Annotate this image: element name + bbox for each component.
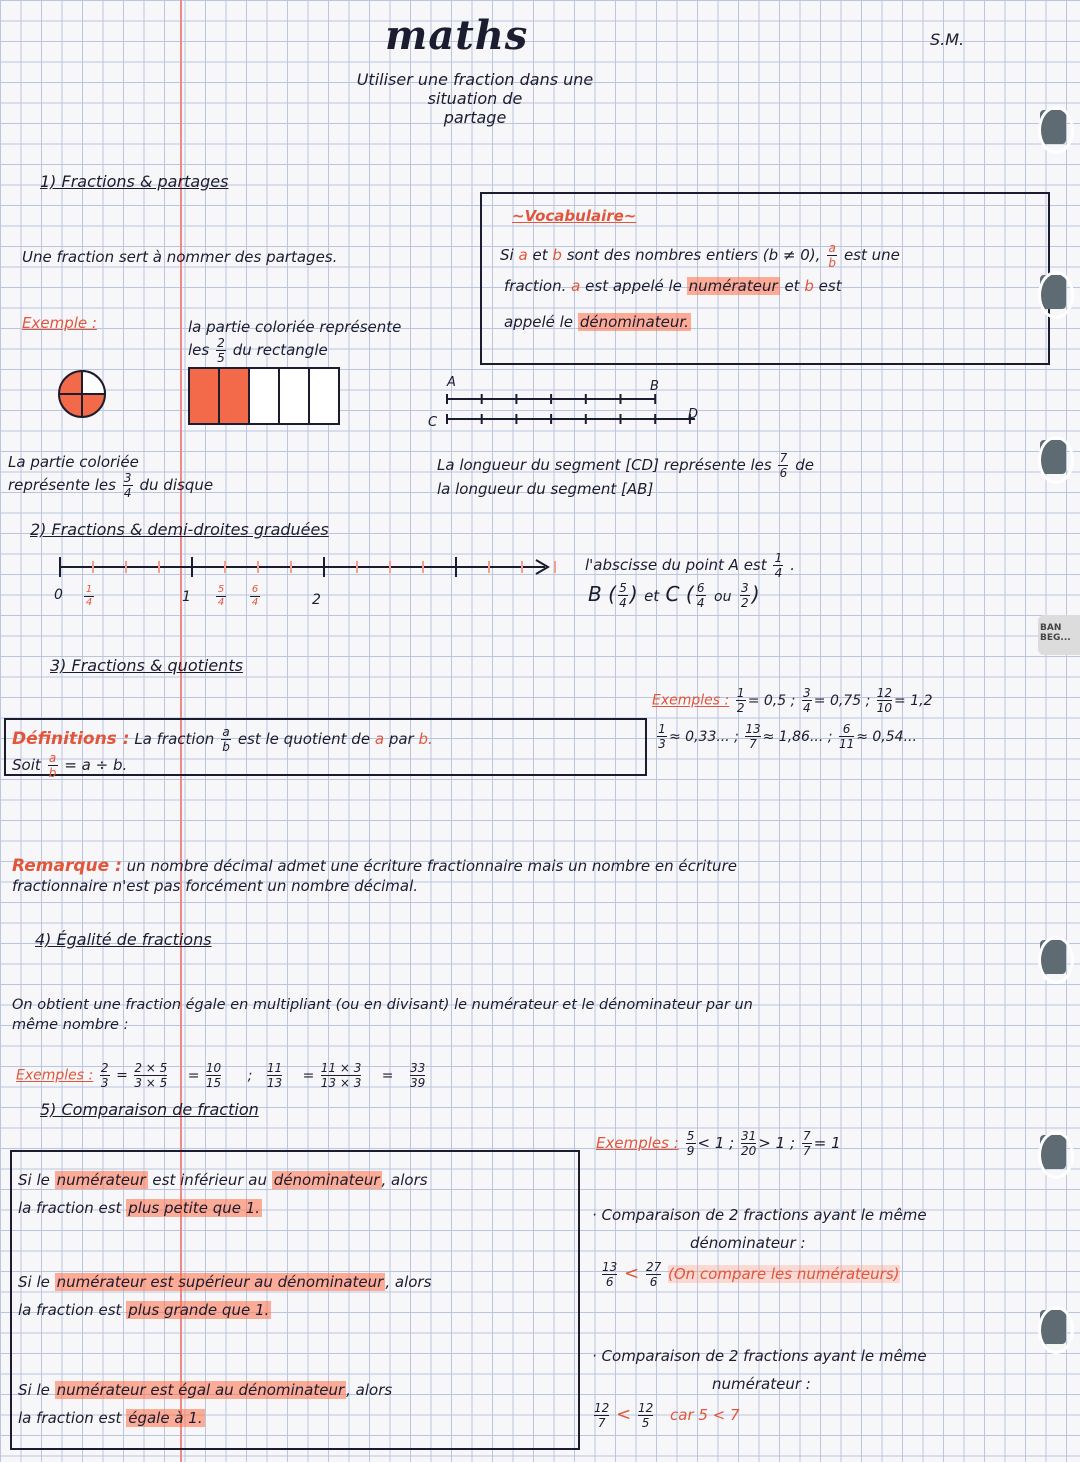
vocabulaire-line xyxy=(504,276,842,296)
definition-text: par xyxy=(388,730,414,748)
equality-examples xyxy=(16,1062,427,1089)
ring-outline xyxy=(1038,106,1074,154)
tick-frac xyxy=(250,585,260,608)
vocabulaire-line xyxy=(504,312,691,332)
sd-lt: < xyxy=(624,1263,640,1284)
voc-text: est une xyxy=(843,246,900,264)
rule-1 xyxy=(18,1170,428,1218)
rect-part xyxy=(189,368,219,424)
equality-rule-line: même nombre : xyxy=(12,1017,129,1033)
frac-den: 7 xyxy=(749,737,757,751)
frac-den: b xyxy=(222,740,230,754)
definition-b: b. xyxy=(418,730,433,748)
vocabulaire-line xyxy=(500,242,900,269)
ex-val: = 0,5 ; xyxy=(747,692,796,709)
frac-num: 6 xyxy=(696,581,705,595)
rule-hl: numérateur est égal au dénominateur xyxy=(56,1381,345,1399)
frac-den: 7 xyxy=(597,1416,606,1430)
frac-den: 6 xyxy=(779,466,788,480)
ring-outline xyxy=(1038,271,1074,319)
cmp-frac xyxy=(686,1130,696,1157)
voc-text: Si xyxy=(500,246,514,264)
cmp-frac xyxy=(802,1130,812,1157)
frac-den: 13 × 3 xyxy=(320,1076,362,1090)
coord-et: et xyxy=(644,587,660,605)
sn-frac xyxy=(638,1402,653,1429)
disk-caption xyxy=(8,452,213,499)
coordinates-line xyxy=(588,582,760,609)
voc-text: est appelé le xyxy=(585,277,682,295)
vocabulaire-box xyxy=(480,192,1050,365)
section-4-heading: 4) Égalité de fractions xyxy=(35,930,212,949)
rect-part xyxy=(219,368,249,424)
frac-den: 2 xyxy=(736,701,745,715)
sd-frac xyxy=(602,1261,617,1288)
frac-den: 6 xyxy=(649,1275,658,1289)
rect-caption-line xyxy=(188,337,401,364)
frac-num: 7 xyxy=(779,451,788,465)
rect-part xyxy=(309,368,339,424)
abscisse-text: l'abscisse du point A est xyxy=(585,556,767,574)
quotient-examples-line2 xyxy=(655,723,917,750)
eq-frac xyxy=(206,1062,221,1089)
segment-caption-line xyxy=(437,452,814,479)
equality-rule xyxy=(12,995,753,1035)
coord-close: ) xyxy=(629,582,638,606)
frac-num: 2 × 5 xyxy=(134,1061,168,1075)
frac-num: 3 xyxy=(123,471,132,485)
tick-label-2: 2 xyxy=(312,592,321,608)
frac-den: 20 xyxy=(741,1144,757,1158)
same-den-text: Comparaison de 2 fractions ayant le même xyxy=(601,1206,927,1224)
same-numerator-block xyxy=(592,1346,927,1429)
cmp-rel: < 1 ; xyxy=(697,1134,735,1152)
coord-ou: ou xyxy=(714,589,732,605)
section-1-heading: 1) Fractions & partages xyxy=(40,172,229,191)
rule-text: la fraction est xyxy=(18,1409,122,1427)
rule-text: est inférieur au xyxy=(152,1171,268,1189)
segment-caption-line: la longueur du segment [AB] xyxy=(437,480,654,498)
frac-num: a xyxy=(222,725,230,739)
quotient-example xyxy=(743,722,833,751)
same-den-line: dénominateur : xyxy=(690,1234,806,1252)
segment-caption-de: de xyxy=(795,456,814,474)
frac-num: 31 xyxy=(741,1129,757,1143)
definition-frac xyxy=(221,726,231,753)
sticker-label: BAN BEG... xyxy=(1038,615,1080,655)
point-a-label: A xyxy=(447,375,456,390)
frac-num: 2 xyxy=(217,336,225,350)
point-c-label: C xyxy=(428,415,438,430)
tick-label-five-quarters xyxy=(214,585,228,608)
frac-den: 39 xyxy=(409,1076,426,1090)
rule-text: , alors xyxy=(385,1273,432,1291)
rule-hl: plus petite que 1. xyxy=(128,1199,261,1217)
cmp-rel: > 1 ; xyxy=(758,1134,795,1152)
sn-frac xyxy=(594,1402,609,1429)
coord-close: ) xyxy=(751,582,760,606)
disk-caption-text: représente les xyxy=(8,476,116,494)
frac-num: 6 xyxy=(842,722,851,736)
eq-semicolon: ; xyxy=(247,1067,253,1084)
voc-text: est xyxy=(818,277,842,295)
ring-outline xyxy=(1038,1131,1074,1179)
frac-den: 2 xyxy=(741,596,749,610)
voc-numerateur: numérateur xyxy=(688,277,778,295)
soit-text: Soit xyxy=(12,756,41,774)
abscisse-line: l'abscisse du point A est $\frac{1}{4}$ . xyxy=(585,551,795,580)
cmp-rel: = 1 xyxy=(813,1134,841,1152)
rule-text: , alors xyxy=(346,1381,393,1399)
rule-3 xyxy=(18,1380,392,1428)
binder-ring xyxy=(1040,440,1066,474)
definition-box xyxy=(4,718,647,780)
page-title: maths xyxy=(385,12,529,59)
frac-den: 7 xyxy=(802,1144,811,1158)
rect-caption-les: les xyxy=(188,341,210,359)
section-5-heading: 5) Comparaison de fraction xyxy=(40,1100,259,1119)
quotient-example xyxy=(875,686,933,715)
quotient-example xyxy=(655,722,739,751)
frac-den: 4 xyxy=(251,597,259,608)
ex-frac xyxy=(877,687,892,714)
frac-num: 1 xyxy=(736,686,745,700)
definition-text: est le quotient de xyxy=(237,730,371,748)
disk-caption-end: du disque xyxy=(139,476,214,494)
remarque-label: Remarque : xyxy=(12,856,122,876)
ring-outline xyxy=(1038,436,1074,484)
same-num-example xyxy=(592,1402,927,1429)
coord-frac xyxy=(740,582,750,609)
tick-label-six-quarters xyxy=(248,585,262,608)
rule-hl: plus grande que 1. xyxy=(128,1301,270,1319)
voc-a: a xyxy=(518,246,528,264)
frac-num: a xyxy=(48,751,57,765)
definition-a: a xyxy=(374,730,385,748)
same-num-line: · Comparaison de 2 fractions ayant le même xyxy=(592,1347,927,1365)
vocabulaire-title: ~Vocabulaire~ xyxy=(512,207,637,225)
tick-label-1: 1 xyxy=(182,589,191,605)
ex-val: ≈ 0,33... ; xyxy=(669,728,739,745)
eq-sign: = xyxy=(116,1067,128,1084)
frac-num: 5 xyxy=(686,1129,695,1143)
sd-frac xyxy=(646,1261,661,1288)
ex-val: ≈ 1,86... ; xyxy=(762,728,833,745)
frac-num: a xyxy=(828,241,836,255)
coord-b: B ( xyxy=(588,582,616,606)
segment-fraction xyxy=(778,452,788,479)
voc-text: sont des nombres entiers (b ≠ 0), xyxy=(566,246,821,264)
frac-num: 3 xyxy=(741,581,749,595)
frac-den: 6 xyxy=(605,1275,614,1289)
same-num-text: Comparaison de 2 fractions ayant le même xyxy=(601,1347,927,1365)
rect-caption-end: du rectangle xyxy=(232,341,328,359)
frac-num: 2 xyxy=(100,1061,109,1075)
examples-label: Exemples : xyxy=(16,1067,94,1084)
frac-num: 1 xyxy=(85,584,93,595)
rule-line xyxy=(18,1198,428,1218)
voc-a: a xyxy=(571,277,581,295)
voc-b: b xyxy=(552,246,562,264)
sn-note: car 5 < 7 xyxy=(670,1406,740,1424)
ex-frac xyxy=(745,723,760,750)
remarque-line xyxy=(12,856,737,876)
eq-sign: = xyxy=(187,1067,200,1084)
comparison-examples xyxy=(596,1130,841,1157)
disk-figure xyxy=(56,368,108,420)
segment-caption-text: La longueur du segment [CD] représente les xyxy=(437,456,772,474)
same-num-line: numérateur : xyxy=(712,1375,811,1393)
rect-fraction xyxy=(216,337,226,364)
rectangle-figure xyxy=(188,367,344,427)
binder-ring xyxy=(1040,940,1066,974)
binder-ring xyxy=(1040,110,1066,144)
subtitle-line: situation de xyxy=(427,89,523,108)
frac-den: 10 xyxy=(876,701,893,715)
voc-text: fraction. xyxy=(504,277,567,295)
rule-line xyxy=(18,1300,431,1320)
eq-frac xyxy=(410,1062,425,1089)
comparison-rules-box xyxy=(10,1150,580,1450)
frac-num: 3 xyxy=(802,686,811,700)
rule-line xyxy=(18,1170,428,1190)
rule-hl: dénominateur xyxy=(273,1171,380,1189)
frac-num: 7 xyxy=(802,1129,811,1143)
ex-frac xyxy=(839,723,854,750)
rule-text: la fraction est xyxy=(18,1199,122,1217)
disk-caption-line xyxy=(8,472,213,499)
frac-den: 4 xyxy=(774,566,783,580)
frac-den: 4 xyxy=(696,596,705,610)
frac-den: 5 xyxy=(641,1416,650,1430)
ex-val: = 0,75 ; xyxy=(813,692,871,709)
section-1-intro: Une fraction sert à nommer des partages. xyxy=(22,248,338,266)
disk-fraction xyxy=(123,472,133,499)
example-label: Exemple : xyxy=(22,314,97,332)
rule-text: Si le xyxy=(18,1381,50,1399)
sn-lt: < xyxy=(616,1404,632,1425)
definition-label: Définitions : xyxy=(12,729,130,749)
eq-sign: = xyxy=(381,1067,394,1084)
rule-line xyxy=(18,1380,392,1400)
tick-label-0: 0 xyxy=(54,587,63,603)
ex-frac xyxy=(802,687,812,714)
disk-empty-quarter xyxy=(82,371,105,394)
eq-frac xyxy=(134,1062,167,1089)
rule-2 xyxy=(18,1272,431,1320)
frac-num: 12 xyxy=(637,1401,654,1415)
soit-eq: = a ÷ b. xyxy=(64,756,128,774)
frac-den: 9 xyxy=(686,1144,695,1158)
frac-num: 1 xyxy=(658,722,666,736)
tick-frac xyxy=(84,585,94,608)
rule-hl: égale à 1. xyxy=(128,1409,203,1427)
frac-num: 5 xyxy=(217,584,225,595)
ring-outline xyxy=(1038,936,1074,984)
frac-num: 10 xyxy=(205,1061,222,1075)
rule-hl: numérateur xyxy=(56,1171,146,1189)
rect-part xyxy=(279,368,309,424)
section-3-heading: 3) Fractions & quotients xyxy=(50,656,243,675)
frac-num: 11 × 3 xyxy=(320,1061,362,1075)
rule-text: la fraction est xyxy=(18,1301,122,1319)
segment-caption xyxy=(437,452,814,499)
remarque-line: fractionnaire n'est pas forcément un nombre décimal. xyxy=(12,877,419,895)
definition-text: La fraction xyxy=(134,730,215,748)
subtitle-line: partage xyxy=(443,108,507,127)
rect-caption xyxy=(188,317,401,364)
remarque-text: un nombre décimal admet une écriture fractionnaire mais un nombre en écriture xyxy=(126,857,737,875)
frac-den: 4 xyxy=(619,596,627,610)
frac-den: 4 xyxy=(123,486,132,500)
frac-num: 13 xyxy=(602,1260,618,1274)
frac-num: 5 xyxy=(619,581,627,595)
rule-line xyxy=(18,1408,392,1428)
subtitle-line: Utiliser une fraction dans une xyxy=(356,70,594,89)
quotient-example xyxy=(734,686,796,715)
same-den-line: · Comparaison de 2 fractions ayant le même xyxy=(592,1206,927,1224)
ex-val: = 1,2 xyxy=(894,692,933,709)
voc-text: et xyxy=(784,277,800,295)
quotient-examples-line1 xyxy=(652,687,932,714)
ex-frac xyxy=(736,687,746,714)
sd-note: (On compare les numérateurs) xyxy=(668,1265,900,1283)
tick-label-quarter xyxy=(82,585,96,608)
quotient-example xyxy=(800,686,871,715)
point-b-label: B xyxy=(650,379,659,394)
frac-den: b xyxy=(828,256,836,270)
voc-text: appelé le xyxy=(504,313,574,331)
frac-den: 3 × 5 xyxy=(134,1076,168,1090)
ex-val: ≈ 0,54... xyxy=(856,728,917,745)
rule-text: Si le xyxy=(18,1273,50,1291)
frac-num: 11 xyxy=(266,1061,283,1075)
rule-hl: numérateur est supérieur au dénominateur xyxy=(56,1273,384,1291)
cmp-frac xyxy=(741,1130,756,1157)
frac-num: 6 xyxy=(251,584,259,595)
frac-den: 4 xyxy=(217,597,225,608)
voc-denominateur: dénominateur. xyxy=(579,313,689,331)
tick-frac xyxy=(216,585,226,608)
eq-frac xyxy=(321,1062,362,1089)
voc-b: b xyxy=(804,277,814,295)
coord-c: C ( xyxy=(665,582,694,606)
frac-den: 5 xyxy=(217,351,225,365)
coord-frac xyxy=(618,582,628,609)
frac-num: 13 xyxy=(745,722,761,736)
page-subtitle xyxy=(315,70,635,127)
voc-frac xyxy=(827,242,837,269)
section-2-heading: 2) Fractions & demi-droites graduées xyxy=(30,520,329,539)
abscisse-frac xyxy=(773,552,783,579)
frac-den: 13 xyxy=(266,1076,283,1090)
soit-line xyxy=(12,752,127,779)
definition-line xyxy=(12,726,433,753)
point-d-label: D xyxy=(688,407,699,422)
rule-text: , alors xyxy=(381,1171,428,1189)
rect-caption-line: la partie coloriée représente xyxy=(188,318,402,336)
frac-num: 1 xyxy=(774,551,783,565)
frac-num: 12 xyxy=(876,686,893,700)
frac-num: 33 xyxy=(409,1061,426,1075)
ex-frac xyxy=(657,723,667,750)
eq-sign: = xyxy=(302,1067,315,1084)
ring-outline xyxy=(1038,1306,1074,1354)
coord-frac xyxy=(696,582,706,609)
disk-caption-line: La partie coloriée xyxy=(8,453,139,471)
author-initials: S.M. xyxy=(930,30,965,49)
frac-num: 12 xyxy=(594,1401,610,1415)
binder-ring xyxy=(1040,1310,1066,1344)
examples-label: Exemples : xyxy=(596,1134,679,1152)
eq-frac xyxy=(267,1062,282,1089)
examples-label: Exemples : xyxy=(652,692,730,709)
frac-den: 11 xyxy=(838,737,855,751)
frac-num: 27 xyxy=(645,1260,662,1274)
rect-part xyxy=(249,368,279,424)
binder-ring xyxy=(1040,1135,1066,1169)
voc-text: et xyxy=(532,246,548,264)
quotient-example xyxy=(837,722,917,751)
soit-frac xyxy=(48,752,58,779)
frac-den: b xyxy=(48,766,57,780)
frac-den: 3 xyxy=(100,1076,109,1090)
rule-line xyxy=(18,1272,431,1292)
binder-ring xyxy=(1040,275,1066,309)
frac-den: 4 xyxy=(802,701,811,715)
frac-den: 15 xyxy=(205,1076,222,1090)
eq-frac xyxy=(100,1062,110,1089)
frac-den: 4 xyxy=(85,597,93,608)
same-denominator-block xyxy=(592,1205,927,1288)
number-line xyxy=(40,545,560,625)
equality-rule-line: On obtient une fraction égale en multipliant (ou en divisant) le numérateur et le dénominateur par un xyxy=(12,997,753,1013)
frac-den: 3 xyxy=(658,737,666,751)
same-den-example xyxy=(600,1261,927,1288)
rule-text: Si le xyxy=(18,1171,50,1189)
remarque xyxy=(12,856,737,896)
segments-figure xyxy=(425,375,725,435)
